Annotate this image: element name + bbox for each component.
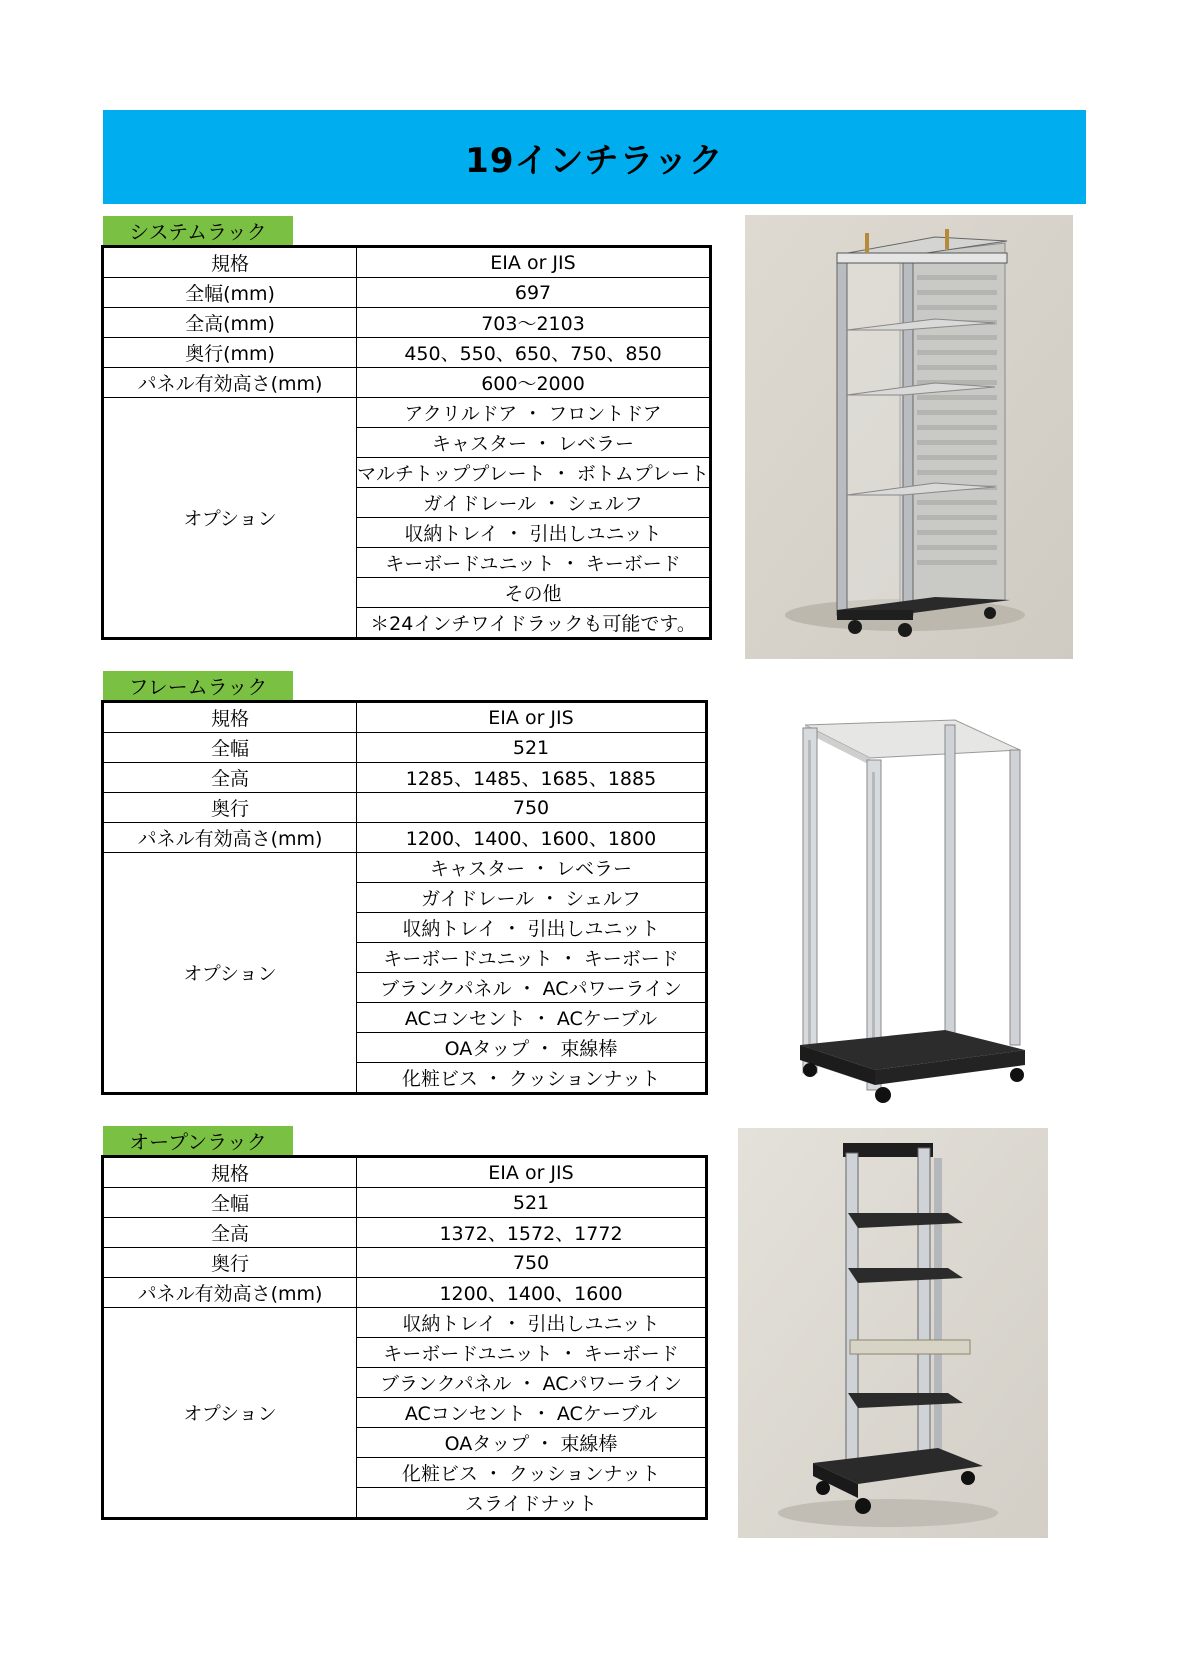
table-row [103,247,711,278]
table-row [103,702,707,733]
option-item: 収納トレイ ・ 引出しユニット [357,518,711,548]
spec-key: 規格 [103,247,357,278]
option-item: ガイドレール ・ シェルフ [357,883,707,913]
system-rack-photo [745,215,1073,659]
section-label-frame-rack: フレームラック [103,671,293,700]
table-row [103,278,711,308]
table-row [103,1188,707,1218]
spec-key: 全高 [103,763,357,793]
table-row [103,1218,707,1248]
table-row [103,823,707,853]
table-row [103,398,711,428]
option-item: ＊24インチワイドラックも可能です。 [357,608,711,639]
spec-key: パネル有効高さ(mm) [103,1278,357,1308]
option-item: ブランクパネル ・ ACパワーライン [357,1368,707,1398]
spec-table-system-rack [101,245,712,640]
option-label: オプション [103,1308,357,1519]
spec-key: 奥行 [103,1248,357,1278]
option-item: 化粧ビス ・ クッションナット [357,1063,707,1094]
option-item: マルチトッププレート ・ ボトムプレート [357,458,711,488]
spec-key: 全幅(mm) [103,278,357,308]
option-item: 収納トレイ ・ 引出しユニット [357,1308,707,1338]
option-item: ACコンセント ・ ACケーブル [357,1003,707,1033]
spec-value: 521 [357,733,707,763]
spec-key: 規格 [103,702,357,733]
option-item: キーボードユニット ・ キーボード [357,1338,707,1368]
spec-key: パネル有効高さ(mm) [103,823,357,853]
option-item: 収納トレイ ・ 引出しユニット [357,913,707,943]
table-row [103,733,707,763]
option-item: キャスター ・ レベラー [357,428,711,458]
spec-value: 600〜2000 [357,368,711,398]
option-item: OAタップ ・ 束線棒 [357,1033,707,1063]
spec-table-frame-rack [101,700,708,1095]
spec-value: 697 [357,278,711,308]
table-row [103,308,711,338]
spec-value: 521 [357,1188,707,1218]
option-item: その他 [357,578,711,608]
page-title: 19インチラック [465,140,724,181]
table-row [103,1157,707,1188]
table-row [103,1308,707,1338]
spec-key: 奥行 [103,793,357,823]
table-row [103,368,711,398]
spec-value: EIA or JIS [357,702,707,733]
open-rack-photo [738,1128,1048,1538]
spec-key: 全高(mm) [103,308,357,338]
option-label: オプション [103,853,357,1094]
option-item: アクリルドア ・ フロントドア [357,398,711,428]
frame-rack-photo [795,710,1060,1120]
spec-value: 703〜2103 [357,308,711,338]
option-item: 化粧ビス ・ クッションナット [357,1458,707,1488]
spec-value: 750 [357,793,707,823]
spec-value: EIA or JIS [357,247,711,278]
page-header [103,110,1086,204]
spec-key: 全幅 [103,1188,357,1218]
spec-value: 1285、1485、1685、1885 [357,763,707,793]
option-item: ACコンセント ・ ACケーブル [357,1398,707,1428]
spec-value: EIA or JIS [357,1157,707,1188]
section-label-system-rack: システムラック [103,216,293,245]
spec-value: 1200、1400、1600、1800 [357,823,707,853]
spec-value: 750 [357,1248,707,1278]
section-label-open-rack: オープンラック [103,1126,293,1155]
spec-key: 全高 [103,1218,357,1248]
option-item: キーボードユニット ・ キーボード [357,943,707,973]
option-item: キャスター ・ レベラー [357,853,707,883]
spec-key: 奥行(mm) [103,338,357,368]
option-label: オプション [103,398,357,639]
option-item: ブランクパネル ・ ACパワーライン [357,973,707,1003]
table-row [103,1278,707,1308]
spec-key: パネル有効高さ(mm) [103,368,357,398]
table-row [103,1248,707,1278]
spec-table-open-rack [101,1155,708,1520]
spec-key: 全幅 [103,733,357,763]
table-row [103,793,707,823]
table-row [103,763,707,793]
spec-value: 450、550、650、750、850 [357,338,711,368]
option-item: スライドナット [357,1488,707,1519]
table-row [103,853,707,883]
option-item: OAタップ ・ 束線棒 [357,1428,707,1458]
spec-value: 1372、1572、1772 [357,1218,707,1248]
option-item: キーボードユニット ・ キーボード [357,548,711,578]
spec-value: 1200、1400、1600 [357,1278,707,1308]
option-item: ガイドレール ・ シェルフ [357,488,711,518]
spec-key: 規格 [103,1157,357,1188]
table-row [103,338,711,368]
